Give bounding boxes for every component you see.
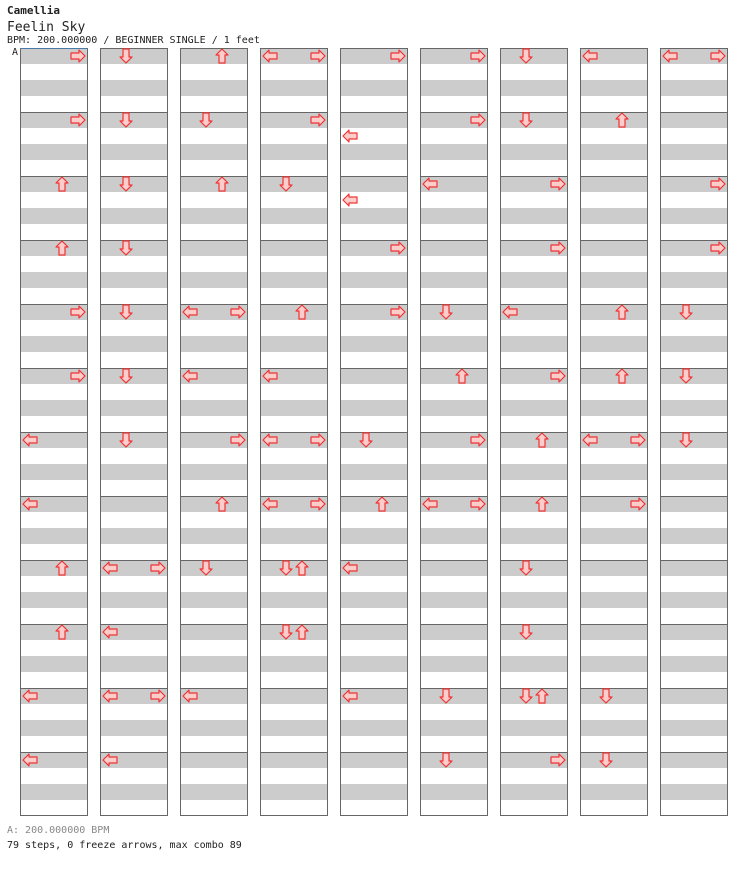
beat-stripe bbox=[260, 400, 328, 416]
beat-stripe bbox=[20, 272, 88, 288]
beat-stripe bbox=[420, 336, 488, 352]
beat-stripe bbox=[660, 496, 728, 512]
beat-stripe bbox=[660, 80, 728, 96]
beat-stripe bbox=[420, 592, 488, 608]
beat-stripe bbox=[500, 80, 568, 96]
beat-stripe bbox=[100, 784, 168, 800]
beat-stripe bbox=[420, 80, 488, 96]
beat-stripe bbox=[180, 400, 248, 416]
beat-stripe bbox=[340, 112, 408, 128]
beat-stripe bbox=[660, 464, 728, 480]
beat-stripe bbox=[580, 560, 648, 576]
beat-stripe bbox=[580, 688, 648, 704]
beat-stripe bbox=[260, 720, 328, 736]
beat-stripe bbox=[500, 432, 568, 448]
beat-stripe bbox=[20, 208, 88, 224]
beat-stripe bbox=[100, 272, 168, 288]
beat-stripe bbox=[180, 624, 248, 640]
beat-stripe bbox=[660, 112, 728, 128]
beat-stripe bbox=[340, 592, 408, 608]
beat-stripe bbox=[340, 368, 408, 384]
beat-stripe bbox=[420, 656, 488, 672]
beat-stripe bbox=[260, 688, 328, 704]
beat-stripe bbox=[260, 304, 328, 320]
beat-stripe bbox=[180, 240, 248, 256]
beat-stripe bbox=[500, 144, 568, 160]
beat-stripe bbox=[660, 592, 728, 608]
beat-stripe bbox=[20, 464, 88, 480]
beat-stripe bbox=[340, 784, 408, 800]
bpm-legend: A: 200.000000 BPM bbox=[7, 825, 110, 836]
beat-stripe bbox=[660, 304, 728, 320]
beat-stripe bbox=[660, 688, 728, 704]
beat-stripe bbox=[660, 272, 728, 288]
beat-stripe bbox=[260, 528, 328, 544]
beat-stripe bbox=[340, 656, 408, 672]
bpm-marker: A bbox=[12, 47, 19, 58]
beat-stripe bbox=[100, 496, 168, 512]
beat-stripe bbox=[180, 528, 248, 544]
beat-stripe bbox=[660, 432, 728, 448]
beat-stripe bbox=[500, 208, 568, 224]
beat-stripe bbox=[100, 48, 168, 64]
beat-stripe bbox=[340, 400, 408, 416]
beat-stripe bbox=[260, 656, 328, 672]
beat-stripe bbox=[660, 656, 728, 672]
beat-stripe bbox=[180, 80, 248, 96]
beat-stripe bbox=[100, 464, 168, 480]
beat-stripe bbox=[580, 304, 648, 320]
beat-stripe bbox=[500, 784, 568, 800]
beat-stripe bbox=[580, 624, 648, 640]
beat-stripe bbox=[420, 272, 488, 288]
beat-stripe bbox=[100, 592, 168, 608]
beat-stripe bbox=[500, 592, 568, 608]
beat-stripe bbox=[420, 560, 488, 576]
beat-stripe bbox=[500, 656, 568, 672]
beat-stripe bbox=[180, 272, 248, 288]
beat-stripe bbox=[500, 560, 568, 576]
beat-stripe bbox=[660, 528, 728, 544]
beat-stripe bbox=[580, 464, 648, 480]
beat-stripe bbox=[580, 752, 648, 768]
beat-stripe bbox=[660, 144, 728, 160]
beat-stripe bbox=[260, 272, 328, 288]
beat-stripe bbox=[180, 48, 248, 64]
beat-stripe bbox=[100, 304, 168, 320]
bpm-marker-line bbox=[20, 48, 88, 49]
beat-stripe bbox=[660, 336, 728, 352]
beat-stripe bbox=[260, 144, 328, 160]
beat-stripe bbox=[100, 720, 168, 736]
beat-stripe bbox=[260, 176, 328, 192]
beat-stripe bbox=[660, 784, 728, 800]
beat-stripe bbox=[100, 528, 168, 544]
beat-stripe bbox=[100, 656, 168, 672]
beat-stripe bbox=[180, 560, 248, 576]
beat-stripe bbox=[340, 624, 408, 640]
beat-stripe bbox=[420, 464, 488, 480]
beat-stripe bbox=[180, 208, 248, 224]
beat-stripe bbox=[500, 720, 568, 736]
beat-stripe bbox=[340, 432, 408, 448]
artist-name: Camellia bbox=[7, 4, 60, 17]
beat-stripe bbox=[340, 272, 408, 288]
beat-stripe bbox=[20, 336, 88, 352]
beat-stripe bbox=[100, 368, 168, 384]
beat-stripe bbox=[260, 592, 328, 608]
beat-stripe bbox=[420, 784, 488, 800]
beat-stripe bbox=[420, 304, 488, 320]
beat-stripe bbox=[500, 464, 568, 480]
beat-stripe bbox=[20, 592, 88, 608]
beat-stripe bbox=[20, 656, 88, 672]
beat-stripe bbox=[580, 336, 648, 352]
beat-stripe bbox=[580, 528, 648, 544]
beat-stripe bbox=[180, 336, 248, 352]
beat-stripe bbox=[340, 752, 408, 768]
beat-stripe bbox=[20, 784, 88, 800]
beat-stripe bbox=[340, 176, 408, 192]
beat-stripe bbox=[660, 720, 728, 736]
song-title: Feelin Sky bbox=[7, 20, 86, 35]
beat-stripe bbox=[500, 400, 568, 416]
beat-stripe bbox=[660, 752, 728, 768]
beat-stripe bbox=[580, 272, 648, 288]
beat-stripe bbox=[340, 464, 408, 480]
beat-stripe bbox=[100, 112, 168, 128]
beat-stripe bbox=[580, 112, 648, 128]
step-stats: 79 steps, 0 freeze arrows, max combo 89 bbox=[7, 840, 242, 851]
beat-stripe bbox=[420, 400, 488, 416]
beat-stripe bbox=[180, 592, 248, 608]
beat-stripe bbox=[580, 592, 648, 608]
beat-stripe bbox=[660, 368, 728, 384]
beat-stripe bbox=[500, 272, 568, 288]
beat-stripe bbox=[420, 240, 488, 256]
beat-stripe bbox=[100, 176, 168, 192]
beat-stripe bbox=[500, 336, 568, 352]
beat-stripe bbox=[260, 208, 328, 224]
beat-stripe bbox=[500, 112, 568, 128]
beat-stripe bbox=[580, 368, 648, 384]
beat-stripe bbox=[580, 720, 648, 736]
chart-info: BPM: 200.000000 / BEGINNER SINGLE / 1 feet bbox=[7, 35, 260, 46]
beat-stripe bbox=[100, 336, 168, 352]
beat-stripe bbox=[660, 208, 728, 224]
beat-stripe bbox=[180, 112, 248, 128]
beat-stripe bbox=[420, 624, 488, 640]
beat-stripe bbox=[180, 464, 248, 480]
beat-stripe bbox=[580, 80, 648, 96]
beat-stripe bbox=[340, 528, 408, 544]
beat-stripe bbox=[580, 784, 648, 800]
beat-stripe bbox=[580, 144, 648, 160]
beat-stripe bbox=[100, 240, 168, 256]
beat-stripe bbox=[340, 80, 408, 96]
beat-stripe bbox=[500, 688, 568, 704]
beat-stripe bbox=[180, 496, 248, 512]
beat-stripe bbox=[20, 560, 88, 576]
beat-stripe bbox=[660, 560, 728, 576]
beat-stripe bbox=[180, 752, 248, 768]
beat-stripe bbox=[100, 432, 168, 448]
beat-stripe bbox=[500, 624, 568, 640]
beat-stripe bbox=[180, 720, 248, 736]
beat-stripe bbox=[20, 80, 88, 96]
beat-stripe bbox=[20, 400, 88, 416]
beat-stripe bbox=[20, 240, 88, 256]
beat-stripe bbox=[260, 336, 328, 352]
beat-stripe bbox=[20, 624, 88, 640]
beat-stripe bbox=[580, 208, 648, 224]
beat-stripe bbox=[420, 720, 488, 736]
beat-stripe bbox=[660, 624, 728, 640]
beat-stripe bbox=[340, 720, 408, 736]
beat-stripe bbox=[180, 784, 248, 800]
beat-stripe bbox=[340, 144, 408, 160]
beat-stripe bbox=[420, 368, 488, 384]
beat-stripe bbox=[340, 336, 408, 352]
beat-stripe bbox=[580, 656, 648, 672]
beat-stripe bbox=[180, 144, 248, 160]
beat-stripe bbox=[100, 144, 168, 160]
beat-stripe bbox=[260, 624, 328, 640]
beat-stripe bbox=[20, 144, 88, 160]
beat-stripe bbox=[100, 208, 168, 224]
beat-stripe bbox=[660, 400, 728, 416]
beat-stripe bbox=[340, 208, 408, 224]
beat-stripe bbox=[260, 464, 328, 480]
beat-stripe bbox=[20, 528, 88, 544]
beat-stripe bbox=[260, 784, 328, 800]
beat-stripe bbox=[180, 176, 248, 192]
beat-stripe bbox=[180, 656, 248, 672]
beat-stripe bbox=[580, 400, 648, 416]
beat-stripe bbox=[420, 528, 488, 544]
beat-stripe bbox=[420, 208, 488, 224]
beat-stripe bbox=[260, 752, 328, 768]
beat-stripe bbox=[500, 528, 568, 544]
beat-stripe bbox=[420, 752, 488, 768]
beat-stripe bbox=[260, 560, 328, 576]
beat-stripe bbox=[500, 496, 568, 512]
beat-stripe bbox=[500, 48, 568, 64]
beat-stripe bbox=[580, 240, 648, 256]
beat-stripe bbox=[260, 80, 328, 96]
beat-stripe bbox=[20, 720, 88, 736]
beat-stripe bbox=[260, 240, 328, 256]
beat-stripe bbox=[420, 688, 488, 704]
beat-stripe bbox=[340, 496, 408, 512]
beat-stripe bbox=[580, 176, 648, 192]
beat-stripe bbox=[100, 80, 168, 96]
beat-stripe bbox=[20, 176, 88, 192]
beat-stripe bbox=[100, 400, 168, 416]
beat-stripe bbox=[420, 144, 488, 160]
